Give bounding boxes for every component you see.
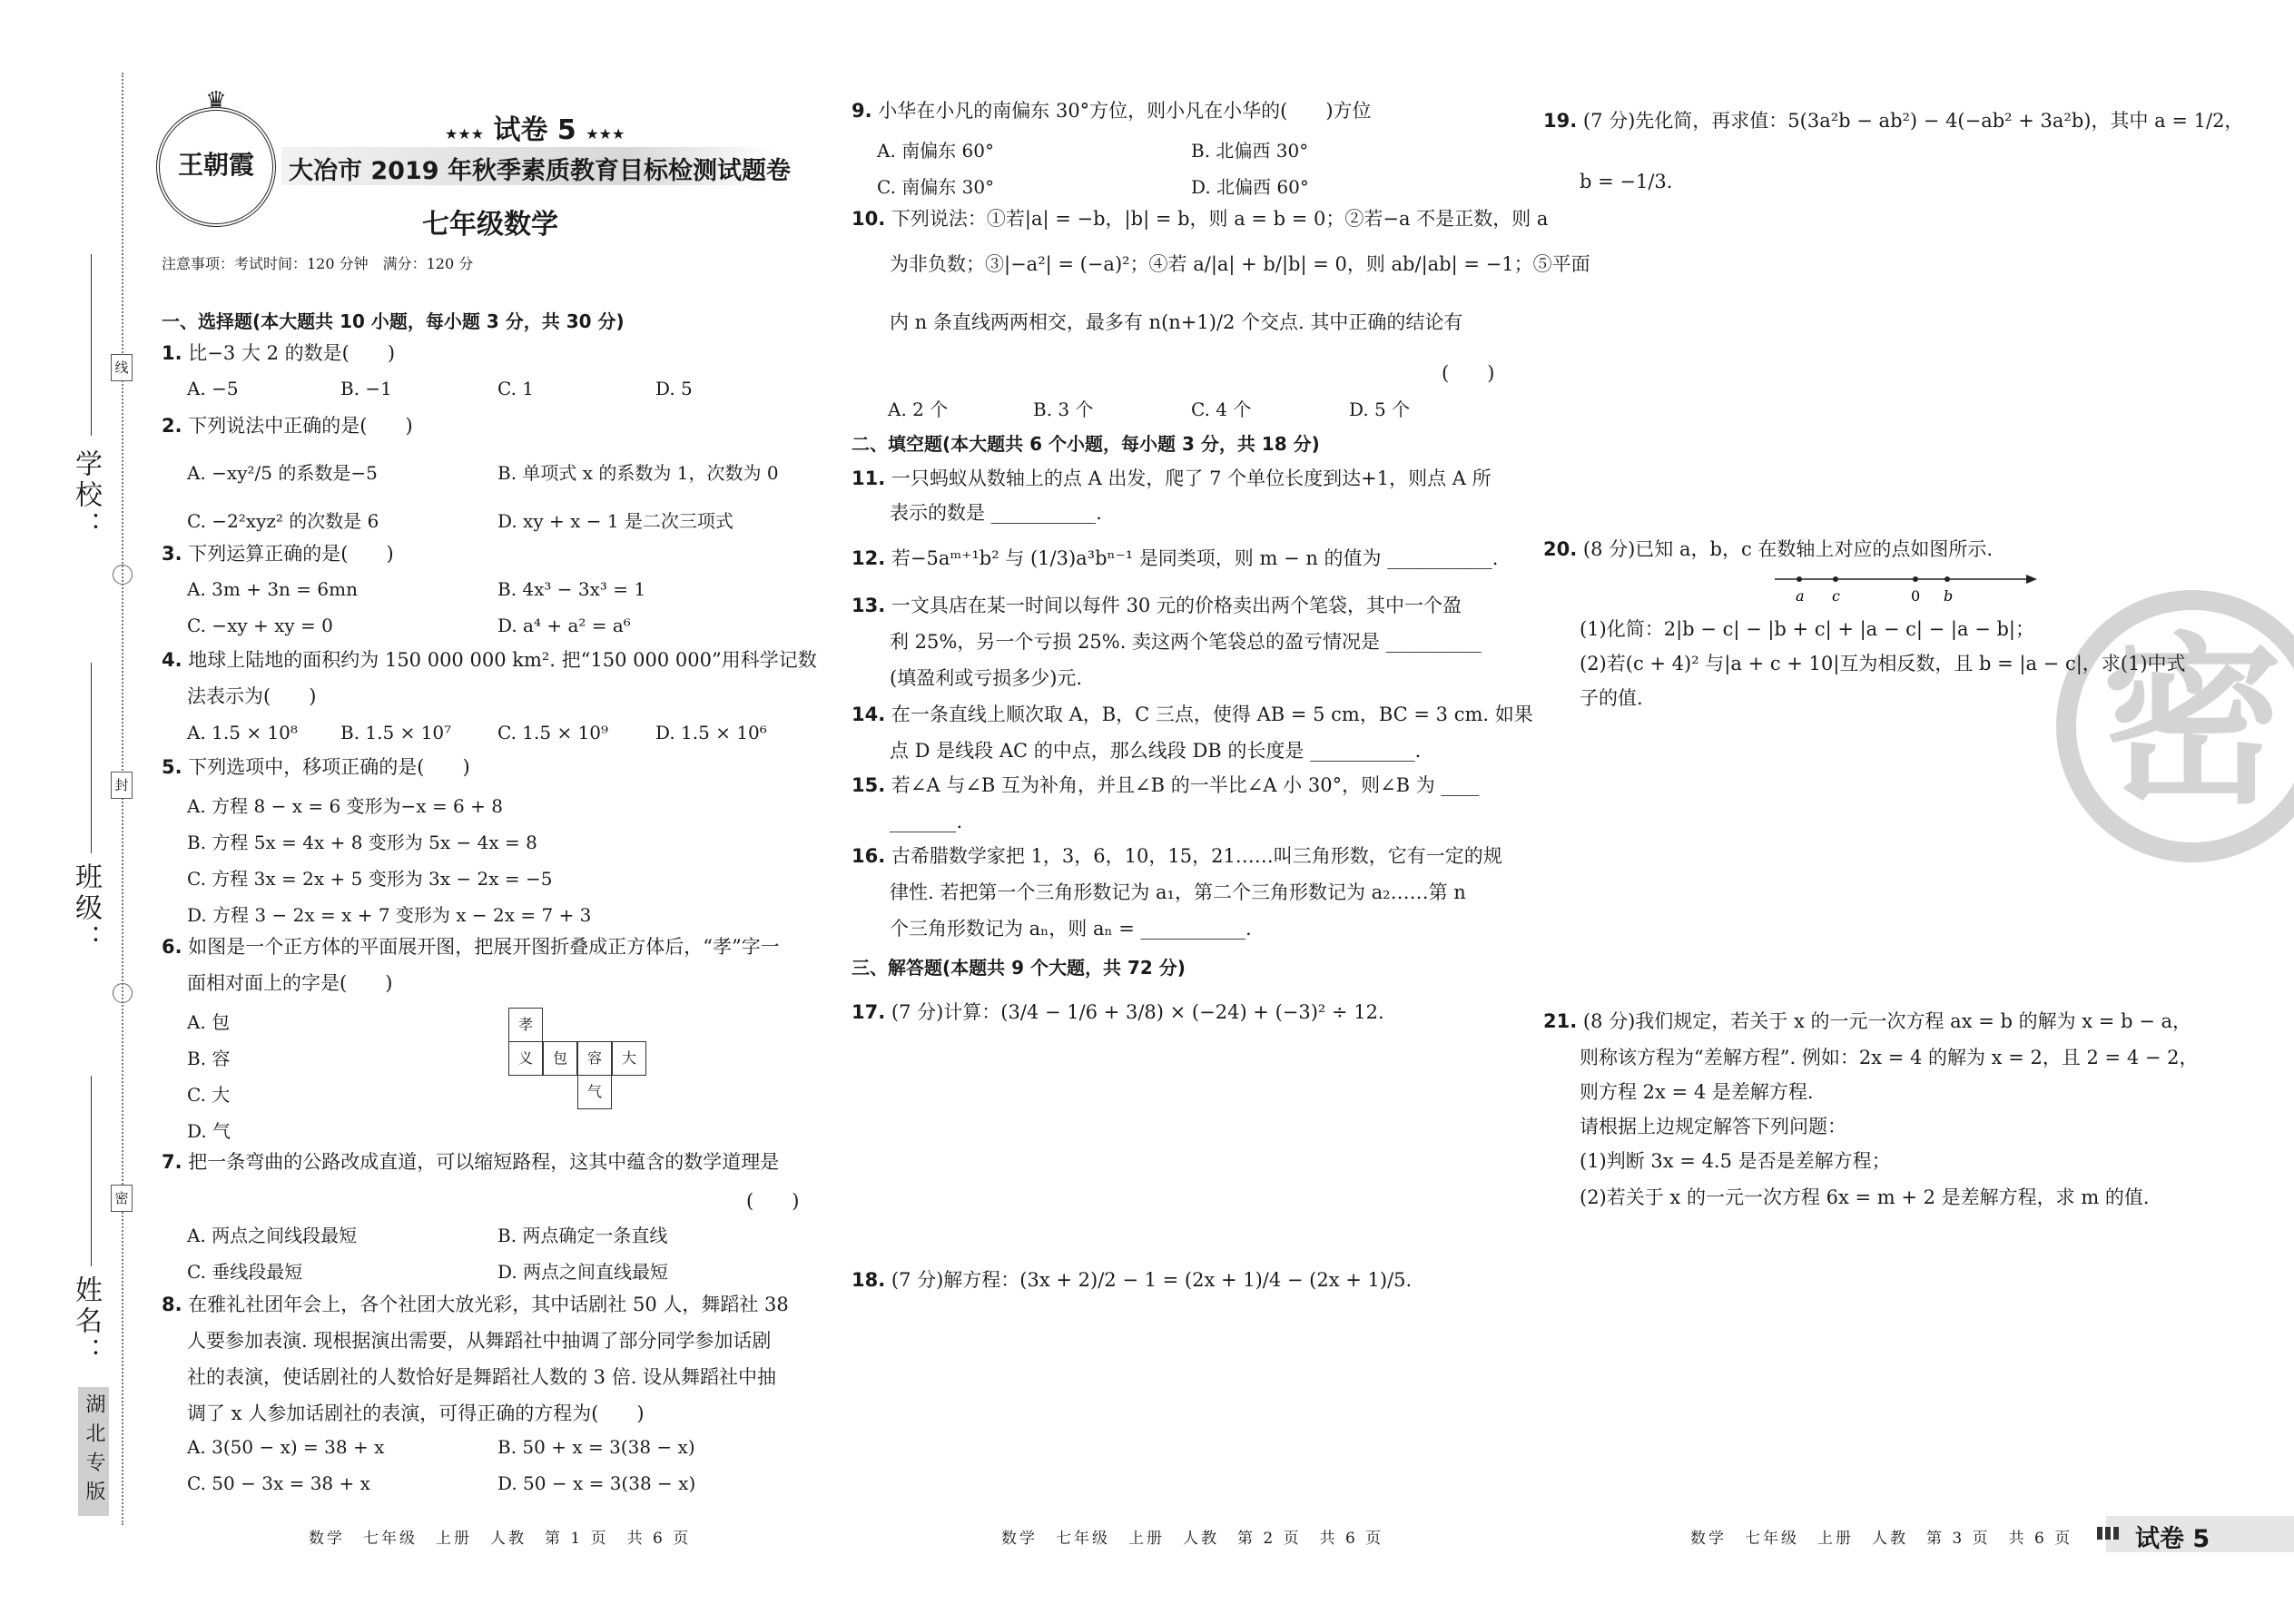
answer-paren-7[interactable]: ( ) xyxy=(746,1190,800,1212)
class-label: 班级： xyxy=(70,862,102,955)
question-20-line4: 子的值. xyxy=(1580,687,1643,709)
option-8d[interactable]: D. 50 − x = 3(38 − x) xyxy=(497,1472,696,1494)
number-line-point xyxy=(1913,576,1918,582)
question-9: 9. 小华在小凡的南偏东 30°方位，则小凡在小华的( )方位 xyxy=(852,100,1372,122)
binding-dotted-line xyxy=(122,73,123,1525)
question-8: 8. 在雅礼社团年会上，各个社团大放光彩，其中话剧社 50 人，舞蹈社 38 xyxy=(162,1294,789,1315)
option-8a[interactable]: A. 3(50 − x) = 38 + x xyxy=(187,1436,385,1458)
question-8-line4: 调了 x 人参加话剧社的表演，可得正确的方程为( ) xyxy=(187,1403,645,1424)
option-6b[interactable]: B. 容 xyxy=(187,1048,231,1069)
number-line-diagram xyxy=(1770,563,2043,608)
question-19: 19. (7 分)先化简，再求值：5(3a²b − ab²) − 4(−ab² + 3a²b)，其中 a = 1/2， xyxy=(1543,110,2244,132)
arrow-icon xyxy=(2026,575,2037,584)
question-21-line3: 则方程 2x = 4 是差解方程. xyxy=(1580,1081,1814,1103)
question-13-line3: (填盈利或亏损多少)元. xyxy=(890,667,1083,689)
question-19-line2: b = −1/3. xyxy=(1580,171,1673,192)
question-4-line2: 法表示为( ) xyxy=(187,685,317,707)
option-2c[interactable]: C. −2²xyz² 的次数是 6 xyxy=(187,510,379,532)
cube-net-cell: 孝 xyxy=(508,1008,543,1042)
question-6: 6. 如图是一个正方体的平面展开图，把展开图折叠成正方体后，“孝”字一 xyxy=(162,936,780,958)
option-8b[interactable]: B. 50 + x = 3(38 − x) xyxy=(497,1436,695,1458)
question-21-line6: (2)若关于 x 的一元一次方程 6x = m + 2 是差解方程，求 m 的值. xyxy=(1580,1186,2150,1208)
footer-tag-icon xyxy=(2097,1527,2119,1540)
option-6a[interactable]: A. 包 xyxy=(187,1011,231,1033)
option-9b[interactable]: B. 北偏西 30° xyxy=(1191,140,1309,162)
option-7c[interactable]: C. 垂线段最短 xyxy=(187,1261,303,1283)
seal-watermark: 密 xyxy=(2056,590,2294,862)
option-3d[interactable]: D. a⁴ + a² = a⁶ xyxy=(497,615,631,636)
logo-text: 王朝霞 xyxy=(177,150,254,180)
question-16: 16. 古希腊数学家把 1，3，6，10，15，21……叫三角形数，它有一定的规 xyxy=(852,845,1502,867)
option-8c[interactable]: C. 50 − 3x = 38 + x xyxy=(187,1472,370,1494)
star-icon: ★★★ xyxy=(586,125,625,143)
question-3: 3. 下列运算正确的是( ) xyxy=(162,543,394,565)
exam-title: 大冶市 2019 年秋季素质教育目标检测试题卷 xyxy=(289,157,791,185)
option-7d[interactable]: D. 两点之间直线最短 xyxy=(497,1261,669,1283)
binding-hole-icon xyxy=(113,983,133,1003)
question-13-line2: 利 25%，另一个亏损 25%. 卖这两个笔袋总的盈亏情况是 __________ xyxy=(890,631,1482,653)
cube-net-cell: 气 xyxy=(577,1075,612,1109)
school-label: 学校： xyxy=(70,449,102,542)
question-10-line3: 内 n 条直线两两相交，最多有 n(n+1)/2 个交点. 其中正确的结论有 xyxy=(890,311,1463,333)
section2-heading: 二、填空题(本大题共 6 个小题，每小题 3 分，共 18 分) xyxy=(852,433,1320,455)
option-6d[interactable]: D. 气 xyxy=(187,1120,231,1142)
question-21-line5: (1)判断 3x = 4.5 是否是差解方程； xyxy=(1580,1150,1891,1172)
option-1a[interactable]: A. −5 xyxy=(187,378,239,399)
number-line-point xyxy=(1944,576,1950,582)
question-7: 7. 把一条弯曲的公路改成直道，可以缩短路程，这其中蕴含的数学道理是 xyxy=(162,1151,780,1173)
question-20-line2: (1)化简：2|b − c| − |b + c| + |a − c| − |a − b|； xyxy=(1580,618,2034,640)
exam-notice: 注意事项：考试时间：120 分钟 满分：120 分 xyxy=(162,255,474,272)
question-11: 11. 一只蚂蚁从数轴上的点 A 出发，爬了 7 个单位长度到达+1，则点 A 所 xyxy=(852,468,1492,489)
option-9c[interactable]: C. 南偏东 30° xyxy=(877,176,995,198)
name-blank[interactable] xyxy=(91,1076,92,1266)
question-20-line3: (2)若(c + 4)² 与|a + c + 10|互为相反数，且 b = |a − c|，求(1)中式 xyxy=(1580,653,2186,674)
option-10c[interactable]: C. 4 个 xyxy=(1191,399,1252,420)
axis-label-a: a xyxy=(1796,587,1805,605)
question-1: 1. 比−3 大 2 的数是( ) xyxy=(162,342,396,364)
option-5b[interactable]: B. 方程 5x = 4x + 8 变形为 5x − 4x = 8 xyxy=(187,832,537,853)
binding-hole-icon xyxy=(113,565,133,585)
cube-net-cell: 义 xyxy=(508,1041,543,1076)
option-6c[interactable]: C. 大 xyxy=(187,1084,231,1106)
question-6-line2: 面相对面上的字是( ) xyxy=(187,972,393,994)
option-7a[interactable]: A. 两点之间线段最短 xyxy=(187,1225,358,1246)
option-1c[interactable]: C. 1 xyxy=(497,378,535,399)
question-15: 15. 若∠A 与∠B 互为补角，并且∠B 的一半比∠A 小 30°，则∠B 为 ____ xyxy=(852,774,1480,796)
question-8-line2: 人要参加表演. 现根据演出需要，从舞蹈社中抽调了部分同学参加话剧 xyxy=(187,1330,772,1352)
cube-net-cell: 容 xyxy=(577,1041,612,1076)
page-footer-3: 数学 七年级 上册 人教 第 3 页 共 6 页 xyxy=(1690,1530,2073,1548)
option-2d[interactable]: D. xy + x − 1 是二次三项式 xyxy=(497,510,733,532)
question-21: 21. (8 分)我们规定，若关于 x 的一元一次方程 ax = b 的解为 x = b − a， xyxy=(1543,1010,2191,1032)
question-15-line2: _______. xyxy=(890,811,963,832)
option-3b[interactable]: B. 4x³ − 3x³ = 1 xyxy=(497,578,646,600)
option-10a[interactable]: A. 2 个 xyxy=(888,399,949,420)
question-18: 18. (7 分)解方程：(3x + 2)/2 − 1 = (2x + 1)/4 − (2x + 1)/5. xyxy=(852,1269,1413,1291)
star-icon: ★★★ xyxy=(445,125,485,143)
option-9a[interactable]: A. 南偏东 60° xyxy=(877,140,994,162)
question-21-line2: 则称该方程为“差解方程”. 例如：2x = 4 的解为 x = 2，且 2 = 4 − 2， xyxy=(1580,1047,2199,1068)
question-12: 12. 若−5aᵐ⁺¹b² 与 (1/3)a³bⁿ⁻¹ 是同类项，则 m − n 的值为 ___________. xyxy=(852,547,1499,569)
option-1d[interactable]: D. 5 xyxy=(655,378,693,399)
question-21-line4: 请根据上边规定解答下列问题： xyxy=(1580,1116,1846,1137)
option-2b[interactable]: B. 单项式 x 的系数为 1，次数为 0 xyxy=(497,462,779,484)
option-2a[interactable]: A. −xy²/5 的系数是−5 xyxy=(187,462,378,484)
question-13: 13. 一文具店在某一时间以每件 30 元的价格卖出两个笔袋，其中一个盈 xyxy=(852,595,1462,616)
footer-paper-tag: 试卷 5 xyxy=(2135,1525,2210,1553)
option-10d[interactable]: D. 5 个 xyxy=(1349,399,1411,420)
question-14: 14. 在一条直线上顺次取 A，B，C 三点，使得 AB = 5 cm，BC = 3 cm. 如果 xyxy=(852,704,1533,725)
option-1b[interactable]: B. −1 xyxy=(340,378,392,399)
option-5c[interactable]: C. 方程 3x = 2x + 5 变形为 3x − 2x = −5 xyxy=(187,868,553,890)
option-5d[interactable]: D. 方程 3 − 2x = x + 7 变形为 x − 2x = 7 + 3 xyxy=(187,904,592,926)
class-blank[interactable] xyxy=(91,663,92,853)
option-4d[interactable]: D. 1.5 × 10⁶ xyxy=(655,722,767,743)
option-9d[interactable]: D. 北偏西 60° xyxy=(1191,176,1309,198)
paper-label: ★★★ 试卷 5 ★★★ xyxy=(445,114,625,146)
question-14-line2: 点 D 是线段 AC 的中点，那么线段 DB 的长度是 ___________. xyxy=(890,740,1422,762)
question-8-line3: 社的表演，使话剧社的人数恰好是舞蹈社人数的 3 倍. 设从舞蹈社中抽 xyxy=(187,1366,777,1388)
option-4b[interactable]: B. 1.5 × 10⁷ xyxy=(340,722,452,743)
option-3a[interactable]: A. 3m + 3n = 6mn xyxy=(187,578,358,600)
option-5a[interactable]: A. 方程 8 − x = 6 变形为−x = 6 + 8 xyxy=(187,795,503,817)
question-5: 5. 下列选项中，移项正确的是( ) xyxy=(162,756,470,778)
seal-box-mi: 密 xyxy=(111,1185,133,1212)
option-7b[interactable]: B. 两点确定一条直线 xyxy=(497,1225,668,1246)
question-16-line2: 律性. 若把第一个三角形数记为 a₁，第二个三角形数记为 a₂……第 n xyxy=(890,881,1466,903)
number-line-point xyxy=(1833,576,1838,582)
question-4: 4. 地球上陆地的面积约为 150 000 000 km². 把“150 000 000”用科学记数 xyxy=(162,649,817,671)
section3-heading: 三、解答题(本题共 9 个大题，共 72 分) xyxy=(852,957,1186,979)
section1-heading: 一、选择题(本大题共 10 小题，每小题 3 分，共 30 分) xyxy=(162,310,625,332)
edition-label: 湖北专版 xyxy=(83,1393,105,1510)
option-4a[interactable]: A. 1.5 × 10⁸ xyxy=(187,722,298,743)
option-3c[interactable]: C. −xy + xy = 0 xyxy=(187,615,333,636)
axis-label-b: b xyxy=(1944,587,1954,605)
crown-icon: ♛ xyxy=(205,87,227,114)
axis-label-0: 0 xyxy=(1911,587,1921,605)
seal-box-feng: 封 xyxy=(111,772,133,799)
cube-net-cell: 包 xyxy=(543,1041,577,1076)
axis-label-c: c xyxy=(1832,587,1840,605)
question-10: 10. 下列说法：①若|a| = −b，|b| = b，则 a = b = 0；②若−a 不是正数，则 a xyxy=(852,208,1549,230)
name-label: 姓名： xyxy=(70,1275,102,1368)
number-line-point xyxy=(1797,576,1802,582)
cube-net-cell: 大 xyxy=(612,1041,646,1076)
option-10b[interactable]: B. 3 个 xyxy=(1033,399,1094,420)
answer-paren-10[interactable]: ( ) xyxy=(1442,362,1495,384)
question-2: 2. 下列说法中正确的是( ) xyxy=(162,415,413,437)
page-footer-2: 数学 七年级 上册 人教 第 2 页 共 6 页 xyxy=(1001,1530,1384,1548)
option-4c[interactable]: C. 1.5 × 10⁹ xyxy=(497,722,609,743)
question-16-line3: 个三角形数记为 aₙ，则 aₙ = ___________. xyxy=(890,918,1252,940)
question-17: 17. (7 分)计算：(3/4 − 1/6 + 3/8) × (−24) + (−3)² ÷ 12. xyxy=(852,1001,1384,1023)
seal-box-xian: 线 xyxy=(111,354,133,381)
question-10-line2: 为非负数；③|−a²| = (−a)²；④若 a/|a| + b/|b| = 0，则 ab/|ab| = −1；⑤平面 xyxy=(890,253,1590,275)
question-11-line2: 表示的数是 ___________. xyxy=(890,502,1102,524)
school-blank[interactable] xyxy=(91,254,92,436)
subject-title: 七年级数学 xyxy=(422,209,558,241)
question-20: 20. (8 分)已知 a，b，c 在数轴上对应的点如图所示. xyxy=(1543,538,1994,560)
brand-logo xyxy=(156,87,276,227)
page-footer-1: 数学 七年级 上册 人教 第 1 页 共 6 页 xyxy=(309,1530,692,1548)
